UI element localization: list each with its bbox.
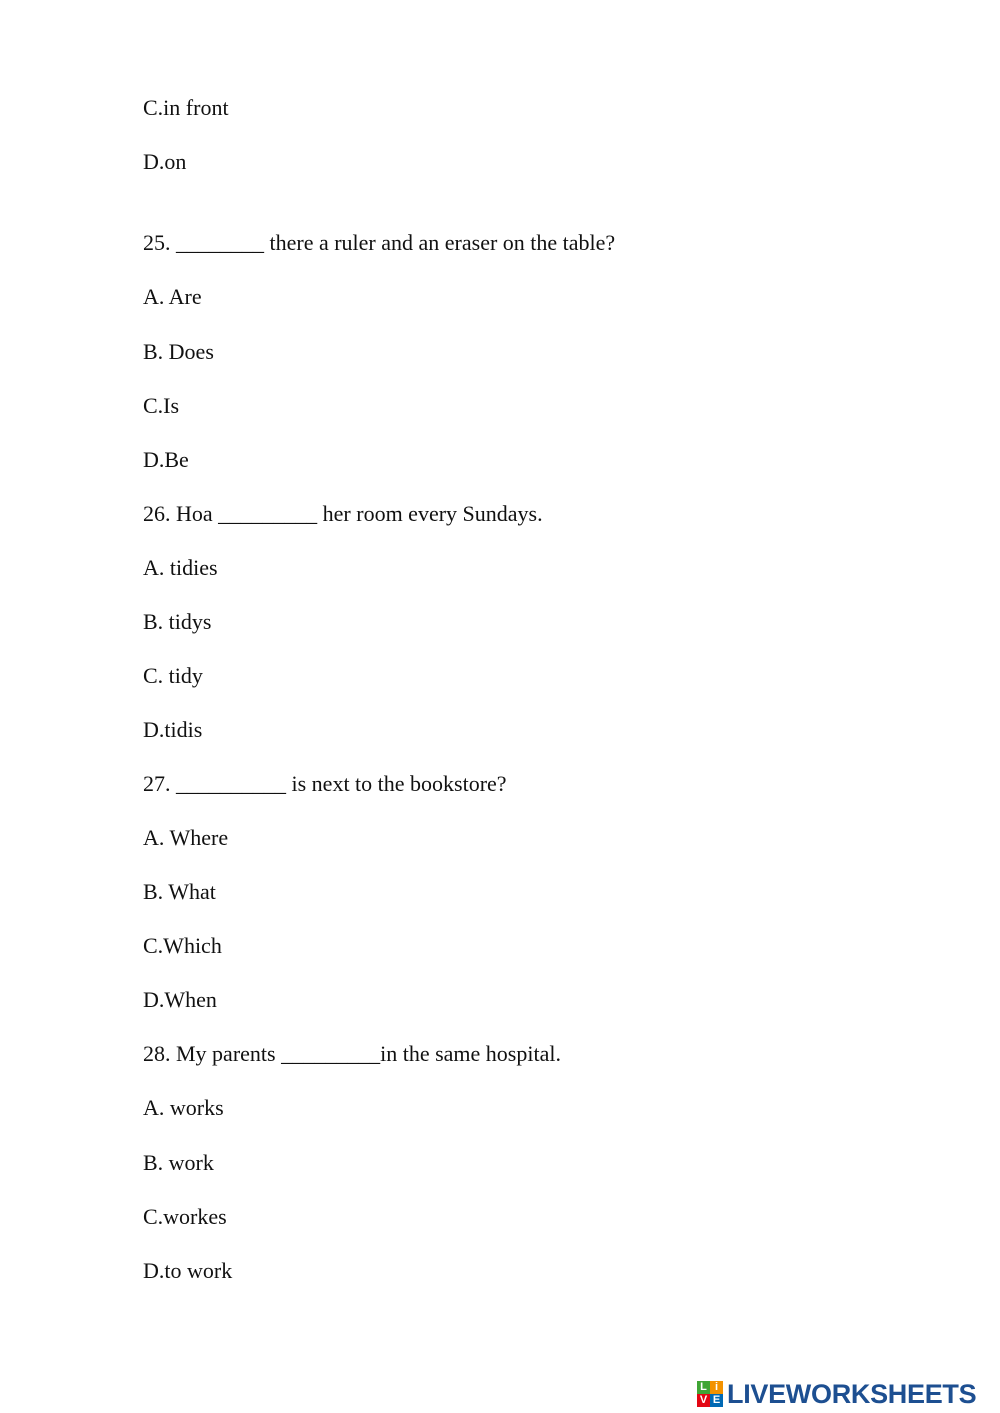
logo-letter-l: L xyxy=(697,1381,710,1394)
q26-option-b[interactable]: B. tidys xyxy=(143,609,212,634)
q26-option-c[interactable]: C. tidy xyxy=(143,663,203,688)
q27-option-a[interactable]: A. Where xyxy=(143,825,229,850)
logo-letter-v: V xyxy=(697,1394,710,1407)
option-d-prev: D.on xyxy=(143,149,187,174)
q27-option-d[interactable]: D.When xyxy=(143,987,217,1012)
q25-option-c[interactable]: C.Is xyxy=(143,393,180,418)
q25-option-d[interactable]: D.Be xyxy=(143,447,189,472)
q27-option-c[interactable]: C.Which xyxy=(143,933,222,958)
liveworksheets-watermark xyxy=(697,1378,976,1410)
option-c-prev: C.in front xyxy=(143,95,229,120)
question-27: 27. __________ is next to the bookstore? xyxy=(143,771,507,796)
q28-option-a[interactable]: A. works xyxy=(143,1095,224,1120)
q26-option-a[interactable]: A. tidies xyxy=(143,555,218,580)
question-26: 26. Hoa _________ her room every Sundays. xyxy=(143,501,543,526)
q25-option-a[interactable]: A. Are xyxy=(143,284,202,309)
q28-option-d[interactable]: D.to work xyxy=(143,1258,233,1283)
q25-option-b[interactable]: B. Does xyxy=(143,339,214,364)
q27-option-b[interactable]: B. What xyxy=(143,879,216,904)
logo-letter-i: i xyxy=(710,1381,723,1394)
q26-option-d[interactable]: D.tidis xyxy=(143,717,203,742)
liveworksheets-logo-icon xyxy=(697,1381,723,1407)
question-28: 28. My parents _________in the same hospital. xyxy=(143,1041,561,1066)
logo-letter-e: E xyxy=(710,1394,723,1407)
q28-option-b[interactable]: B. work xyxy=(143,1150,214,1175)
q28-option-c[interactable]: C.workes xyxy=(143,1204,227,1229)
liveworksheets-wordmark: LIVEWORKSHEETS xyxy=(727,1379,977,1409)
question-25: 25. ________ there a ruler and an eraser on the table? xyxy=(143,230,616,255)
